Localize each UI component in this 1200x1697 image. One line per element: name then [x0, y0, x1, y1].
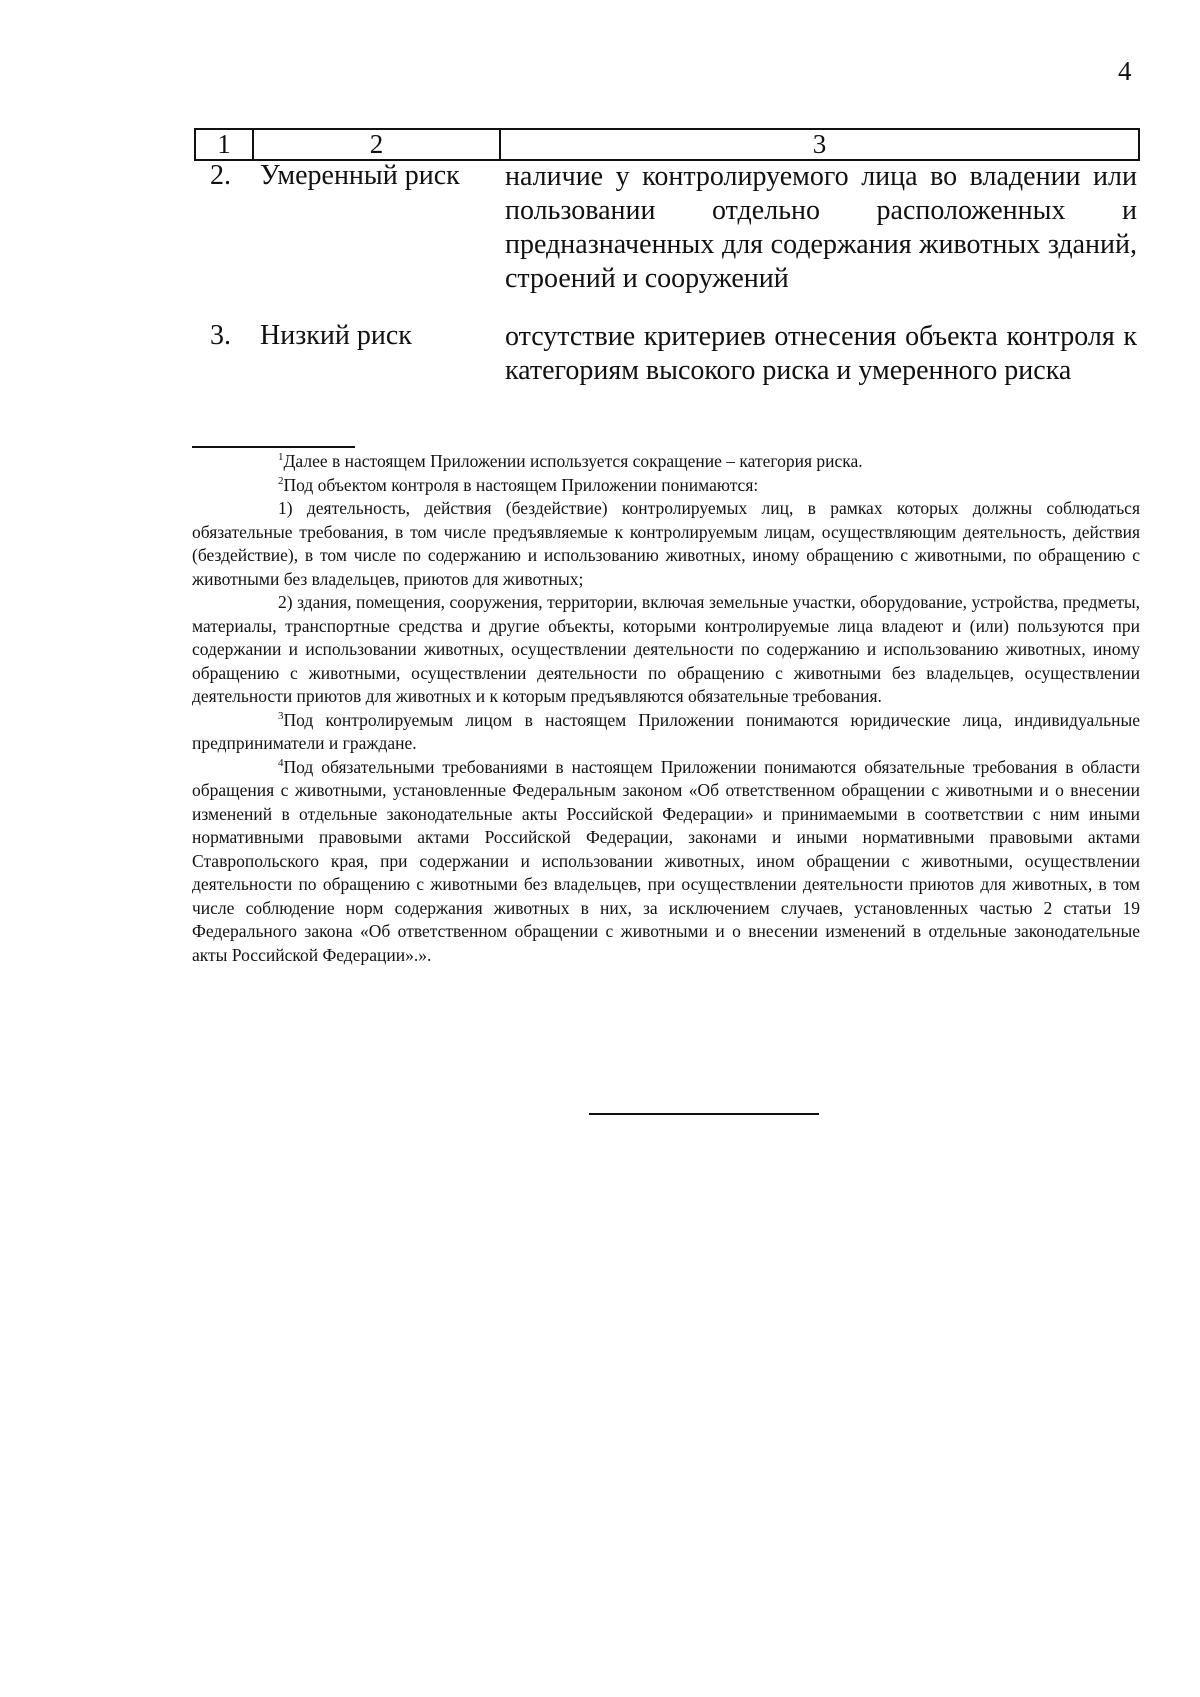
- risk-category-name: Умеренный риск: [260, 160, 460, 191]
- risk-criteria-text: отсутствие критериев отнесения объекта контроля к категориям высокого риска и умеренного риска: [505, 321, 1137, 386]
- row-number: 3.: [210, 320, 231, 351]
- footnote-mark: 3: [278, 709, 284, 722]
- footnote-2: [192, 474, 1140, 498]
- table-header-col-2: 2: [254, 130, 501, 159]
- footnote-text: Под объектом контроля в настоящем Приложении понимаются:: [283, 474, 759, 495]
- footnote-mark: 4: [278, 756, 284, 769]
- footnote-2-item-2: [192, 591, 1140, 709]
- footnote-3: [192, 709, 1140, 756]
- footnote-mark: 2: [278, 474, 284, 487]
- footnote-2-item-1: [192, 497, 1140, 591]
- footnote-text: 2) здания, помещения, сооружения, территории, включая земельные участки, оборудование, устройства, предметы, материалы, транспортные средства и другие объекты, которыми контролируемые лица владеют и (или) пользуются при содержании и использовании животных, осуществлении деятельности по содержанию и использованию животных, иному обращению с животными, осуществлении деятельности по обращению с животными без владельцев, осуществлении деятельности приютов для животных и к которым предъявляются обязательные требования.: [192, 592, 1140, 706]
- footnote-1: [192, 450, 1140, 474]
- page-number: 4: [1118, 56, 1132, 86]
- row-number: 2.: [210, 160, 231, 191]
- risk-criteria-text: наличие у контролируемого лица во владении или пользовании отдельно расположенных и предназначенных для содержания животных зданий, строений и сооружений: [505, 161, 1137, 294]
- table-header-col-1: 1: [196, 130, 254, 159]
- footnote-text: 1) деятельность, действия (бездействие) контролируемых лиц, в рамках которых должны соблюдаться обязательные требования, в том числе предъявляемые к контролируемым лицам, осуществляющим деятельность, действия (бездействие), в том числе по содержанию и использованию животных, иному обращению с животными, по обращению с животными без владельцев, приютов для животных;: [192, 498, 1140, 589]
- table-header-row: [194, 128, 1140, 161]
- footnote-text: Под контролируемым лицом в настоящем Приложении понимаются юридические лица, индивидуальные предприниматели и граждане.: [192, 709, 1140, 753]
- footnote-separator: [192, 446, 355, 448]
- footnote-4: [192, 756, 1140, 968]
- end-of-document-rule: [589, 1113, 819, 1115]
- footnote-mark: 1: [278, 451, 284, 464]
- footnote-text: Далее в настоящем Приложении используется сокращение – категория риска.: [283, 451, 863, 471]
- footnote-text: Под обязательными требованиями в настоящем Приложении понимаются обязательные требования в области обращения с животными, установленные Федеральным законом «Об ответственном обращении с животными и о внесении изменений в отдельные законодательные акты Российской Федерации» и принимаемыми в соответствии с ним иными нормативными правовыми актами Российской Федерации, законами и иными нормативными правовыми актами Ставропольского края, при содержании и использовании животных, ином обращении с животными, осуществлении деятельности по обращению с животными без владельцев, при осуществлении деятельности приютов для животных, в том числе соблюдение норм содержания животных в них, за исключением случаев, установленных частью 2 статьи 19 Федерального закона «Об ответственном обращении с животными и о внесении изменений в отдельные законодательные акты Российской Федерации».».: [192, 756, 1140, 965]
- risk-category-name: Низкий риск: [260, 320, 412, 351]
- table-header-col-3: 3: [812, 129, 827, 159]
- footnotes-section: [192, 450, 1140, 967]
